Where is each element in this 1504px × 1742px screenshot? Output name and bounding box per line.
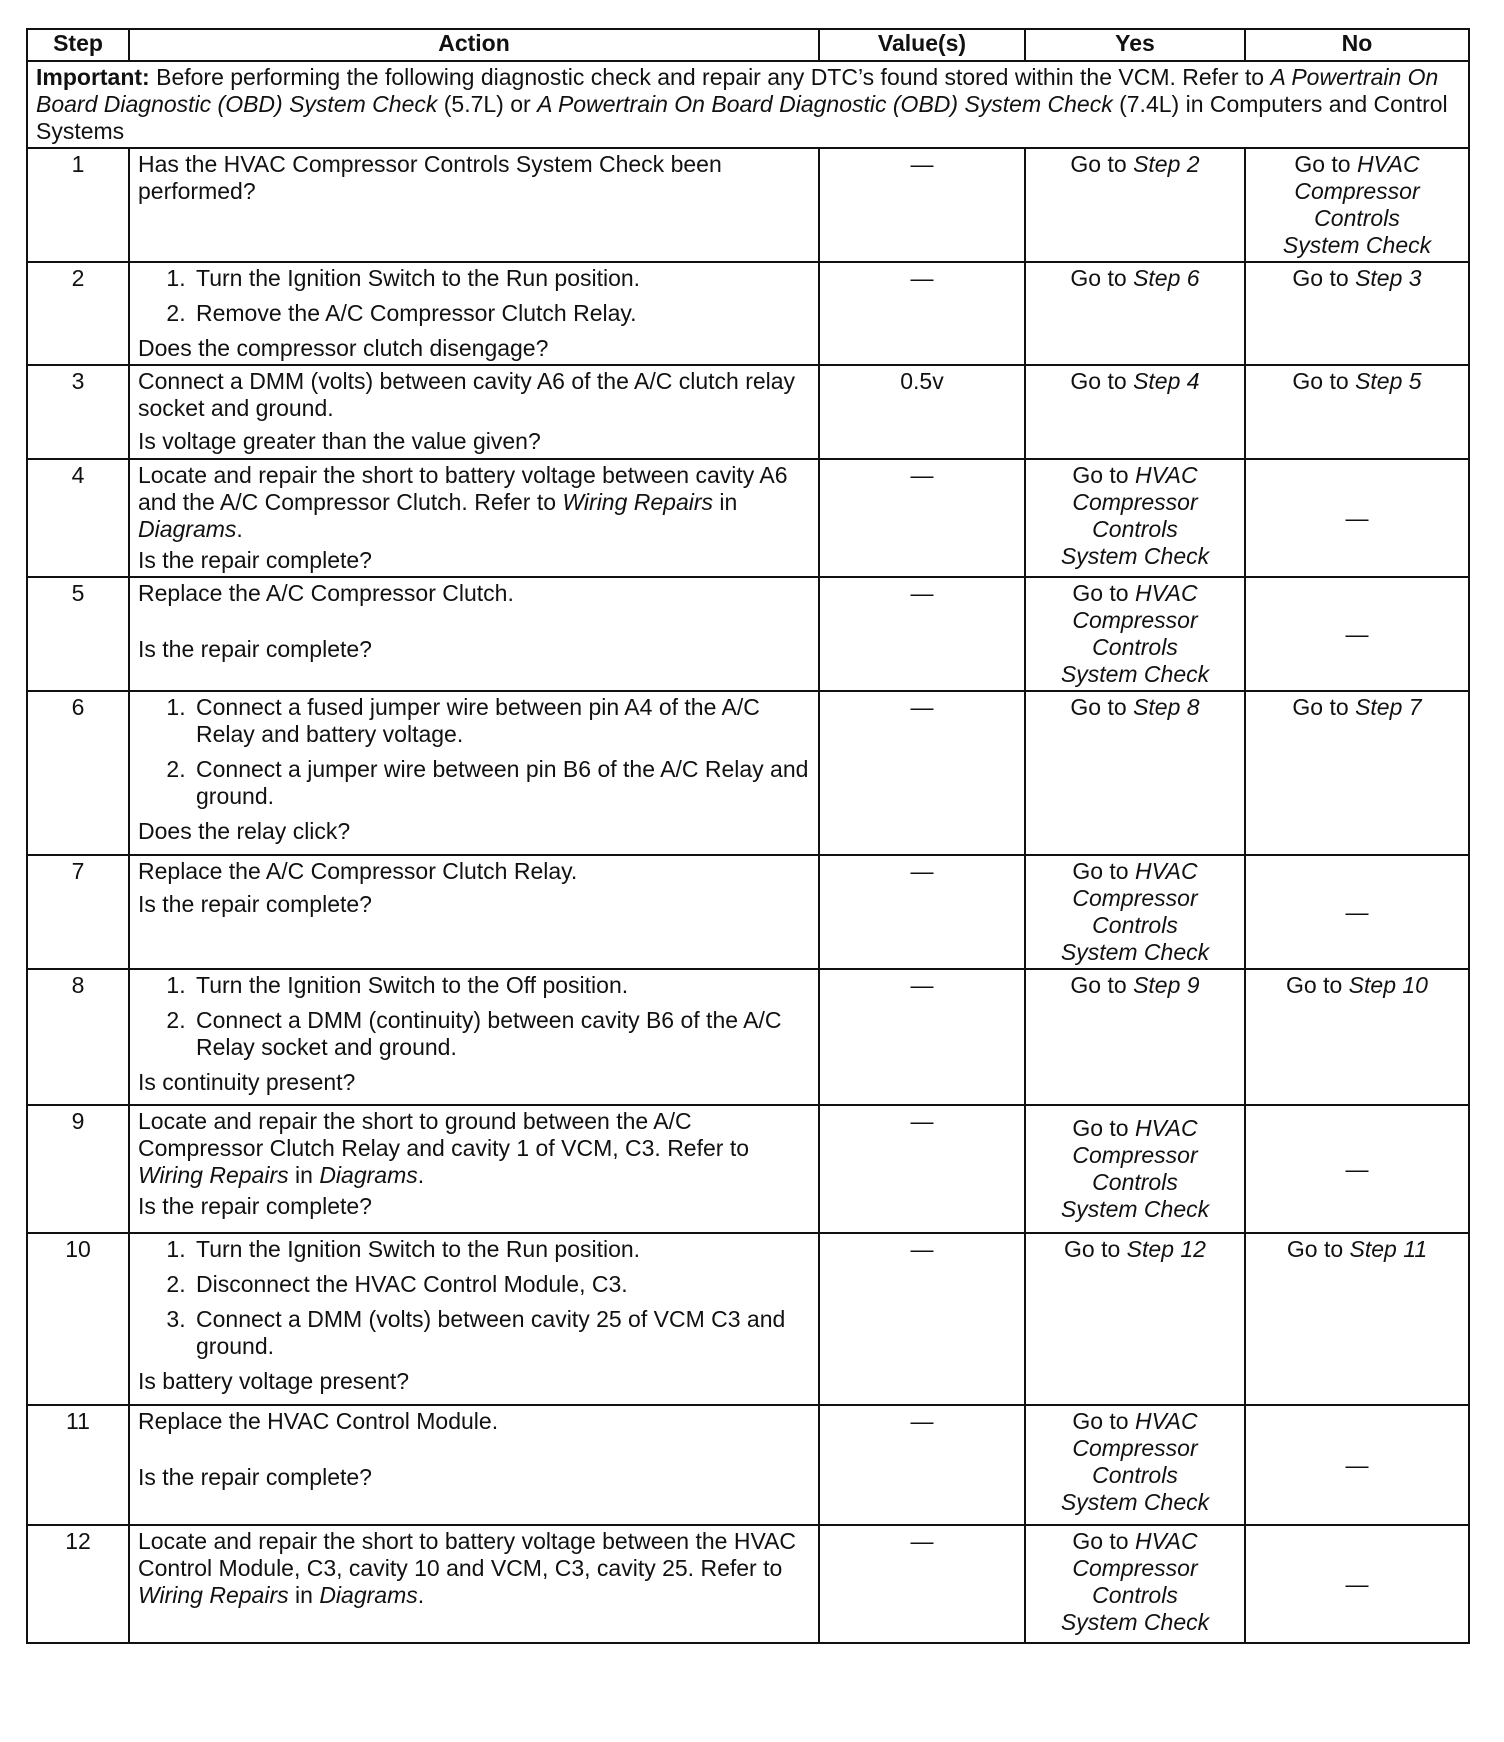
step-no: Go to HVAC Compressor Controls System Check — [1245, 148, 1469, 262]
table-row — [27, 262, 1469, 365]
important-ref-2: A Powertrain On Board Diagnostic (OBD) System Check — [537, 91, 1113, 117]
step-no: Go to Step 11 — [1245, 1233, 1469, 1405]
step-action: 1. Connect a fused jumper wire between pin A4 of the A/C Relay and battery voltage. 2. Connect a jumper wire between pin B6 of the A/C Relay and ground. Does the relay click? — [129, 691, 819, 855]
step-number: 2 — [27, 262, 129, 365]
step-yes: Go to Step 12 — [1025, 1233, 1245, 1405]
important-ref-1: A Powertrain On Board Diagnostic (OBD) System Check — [36, 64, 1439, 117]
step-yes: Go to HVAC Compressor Controls System Check — [1025, 1525, 1245, 1643]
step-yes: Go to HVAC Compressor Controls System Check — [1025, 855, 1245, 969]
step-no: — — [1245, 1105, 1469, 1233]
step-value: — — [819, 1405, 1025, 1525]
step-action: Locate and repair the short to battery voltage between the HVAC Control Module, C3, cavity 10 and VCM, C3, cavity 25. Refer to Wiring Repairs in Diagrams. — [129, 1525, 819, 1643]
step-yes: Go to Step 6 — [1025, 262, 1245, 365]
table-row — [27, 855, 1469, 969]
step-number: 6 — [27, 691, 129, 855]
step-no: — — [1245, 1525, 1469, 1643]
step-no: — — [1245, 855, 1469, 969]
header-action: Action — [129, 29, 819, 61]
table-row — [27, 969, 1469, 1105]
important-note — [27, 61, 1469, 148]
table-row — [27, 365, 1469, 459]
step-number: 12 — [27, 1525, 129, 1643]
step-number: 4 — [27, 459, 129, 577]
step-value: — — [819, 459, 1025, 577]
step-number: 10 — [27, 1233, 129, 1405]
step-no: Go to Step 5 — [1245, 365, 1469, 459]
step-number: 3 — [27, 365, 129, 459]
step-value: — — [819, 691, 1025, 855]
step-yes: Go to HVAC Compressor Controls System Check — [1025, 459, 1245, 577]
step-value: 0.5v — [819, 365, 1025, 459]
header-step: Step — [27, 29, 129, 61]
step-yes: Go to Step 9 — [1025, 969, 1245, 1105]
step-yes: Go to HVAC Compressor Controls System Check — [1025, 1405, 1245, 1525]
step-action: 1. Turn the Ignition Switch to the Off position. 2. Connect a DMM (continuity) between cavity B6 of the A/C Relay socket and ground. Is continuity present? — [129, 969, 819, 1105]
step-value: — — [819, 148, 1025, 262]
step-action: Replace the A/C Compressor Clutch. Is the repair complete? — [129, 577, 819, 691]
step-value: — — [819, 1105, 1025, 1233]
header-row — [27, 29, 1469, 61]
step-yes: Go to HVAC Compressor Controls System Check — [1025, 1105, 1245, 1233]
step-no: — — [1245, 1405, 1469, 1525]
step-number: 9 — [27, 1105, 129, 1233]
table-row — [27, 1233, 1469, 1405]
important-text-2: (5.7L) or — [437, 91, 538, 117]
step-number: 1 — [27, 148, 129, 262]
important-text-3: (7.4L) in Computers and Control Systems — [36, 91, 1448, 144]
header-no: No — [1245, 29, 1469, 61]
table-row — [27, 577, 1469, 691]
step-action: Locate and repair the short to battery voltage between cavity A6 and the A/C Compressor Clutch. Refer to Wiring Repairs in Diagrams. Is the repair complete? — [129, 459, 819, 577]
step-value: — — [819, 1525, 1025, 1643]
step-action: Replace the A/C Compressor Clutch Relay. Is the repair complete? — [129, 855, 819, 969]
step-action: Replace the HVAC Control Module. Is the repair complete? — [129, 1405, 819, 1525]
step-action: Has the HVAC Compressor Controls System Check been performed? — [129, 148, 819, 262]
step-no: — — [1245, 459, 1469, 577]
step-no: Go to Step 3 — [1245, 262, 1469, 365]
step-value: — — [819, 262, 1025, 365]
table-row — [27, 691, 1469, 855]
step-no: Go to Step 7 — [1245, 691, 1469, 855]
important-label: Important: — [36, 64, 150, 90]
diagnostic-table — [26, 28, 1470, 1644]
table-row — [27, 459, 1469, 577]
step-action: Locate and repair the short to ground between the A/C Compressor Clutch Relay and cavity 1 of VCM, C3. Refer to Wiring Repairs in Diagrams. Is the repair complete? — [129, 1105, 819, 1233]
step-number: 11 — [27, 1405, 129, 1525]
step-number: 8 — [27, 969, 129, 1105]
step-value: — — [819, 1233, 1025, 1405]
table-row — [27, 1105, 1469, 1233]
step-number: 7 — [27, 855, 129, 969]
step-value: — — [819, 577, 1025, 691]
step-number: 5 — [27, 577, 129, 691]
step-yes: Go to Step 8 — [1025, 691, 1245, 855]
header-yes: Yes — [1025, 29, 1245, 61]
important-row — [27, 61, 1469, 148]
step-yes: Go to Step 2 — [1025, 148, 1245, 262]
step-action: Connect a DMM (volts) between cavity A6 of the A/C clutch relay socket and ground. Is voltage greater than the value given? — [129, 365, 819, 459]
step-action: 1. Turn the Ignition Switch to the Run position. 2. Disconnect the HVAC Control Module, C3. 3. Connect a DMM (volts) between cavity 25 of VCM C3 and ground. Is battery voltage present? — [129, 1233, 819, 1405]
table-row — [27, 1525, 1469, 1643]
step-yes: Go to Step 4 — [1025, 365, 1245, 459]
step-no: — — [1245, 577, 1469, 691]
step-no: Go to Step 10 — [1245, 969, 1469, 1105]
step-yes: Go to HVAC Compressor Controls System Check — [1025, 577, 1245, 691]
step-value: — — [819, 855, 1025, 969]
table-row — [27, 148, 1469, 262]
header-values: Value(s) — [819, 29, 1025, 61]
table-row — [27, 1405, 1469, 1525]
step-action: 1. Turn the Ignition Switch to the Run position. 2. Remove the A/C Compressor Clutch Relay. Does the compressor clutch disengage? — [129, 262, 819, 365]
important-text-1: Before performing the following diagnostic check and repair any DTC’s found stored within the VCM. Refer to — [149, 64, 1271, 90]
step-value: — — [819, 969, 1025, 1105]
